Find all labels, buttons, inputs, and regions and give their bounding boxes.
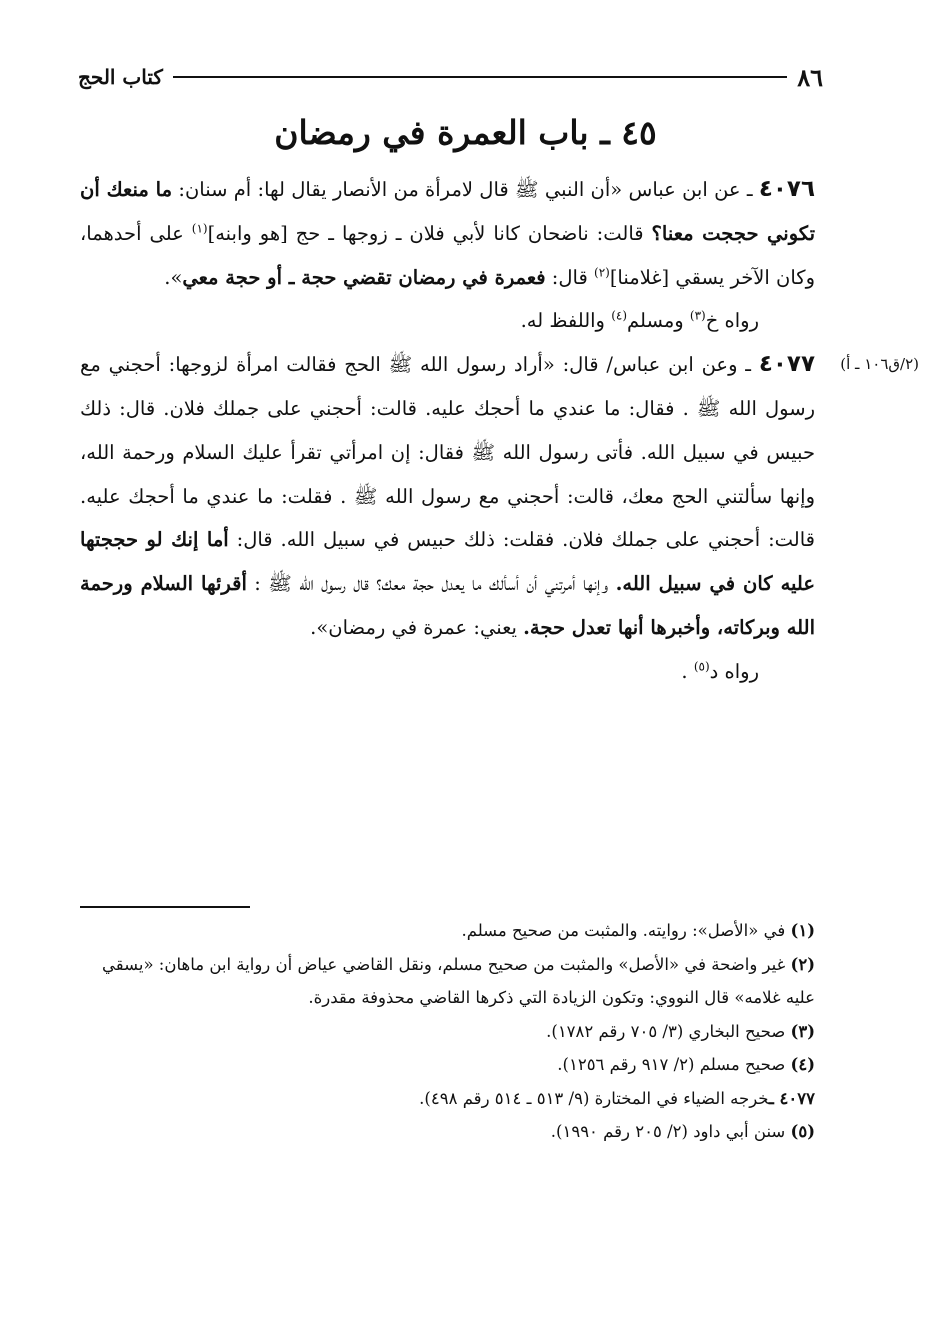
page-header (78, 62, 823, 92)
chapter-title: ٤٥ ـ باب العمرة في رمضان (274, 113, 657, 152)
hadith-text: قالت: ناضحان كانا لأبي فلان ـ زوجها ـ حج [هو وابنه] (207, 221, 652, 245)
hadith-number: ٤٠٧٦ (758, 176, 816, 202)
source-text: رواه د (709, 659, 759, 683)
footnotes-section (80, 906, 815, 1149)
footnote-item (80, 1048, 815, 1082)
source-text: واللفظ له. (520, 309, 612, 333)
footnote-text: غير واضحة في «الأصل» والمثبت من صحيح مسلم، ونقل القاضي عياض أن رواية ابن ماهان: «يسقي عليه غلامه» قال النووي: وتكون الزيادة التي ذكرها القاضي محذوفة مقدرة. (102, 954, 815, 1007)
page-number: ٨٦ (797, 62, 823, 92)
hadith-source (80, 299, 815, 343)
hadith-4076 (80, 168, 815, 299)
hadith-number: ٤٠٧٧ (758, 351, 815, 378)
footnote-text: في «الأصل»: روايته. والمثبت من صحيح مسلم. (461, 921, 791, 940)
footnote-mark: (٥) (790, 1122, 815, 1141)
footnote-ref[interactable]: (١) (191, 221, 208, 236)
hadith-bold-text: ما منعك أن تكوني حججت معنا؟ (80, 178, 815, 245)
hadith-text: على أحدهما، وكان الآخر يسقي [غلامنا] (80, 221, 815, 289)
footnote-ref[interactable]: (٣) (689, 308, 706, 323)
header-rule (173, 76, 787, 78)
footnote-mark: ٤٠٧٧ ـ (768, 1088, 815, 1108)
manuscript-margin-note: (٢/ق١٠٦ ـ أ) (840, 355, 919, 374)
footnote-ref[interactable]: (٤) (611, 308, 628, 323)
footnote-item (80, 914, 815, 948)
main-text (80, 168, 919, 694)
hadith-bold-text: أقرئها السلام ورحمة الله وبركاته، وأخبرها أنها تعدل حجة. (80, 572, 815, 639)
footnote-text: خرجه الضياء في المختارة (٩/ ٥١٣ ـ ٥١٤ رقم ٤٩٨). (419, 1088, 769, 1108)
hadith-text: ». (164, 265, 183, 289)
footnote-mark: (٣) (790, 1021, 815, 1041)
hadith-bold-text: أما إنك لو حججتها عليه كان في سبيل الله. (80, 528, 816, 596)
hadith-4077 (80, 343, 919, 650)
source-text: ومسلم (627, 309, 690, 333)
hadith-text: يعني: عمرة في رمضان». (310, 615, 524, 639)
hadith-bold-text: فعمرة في رمضان تقضي حجة ـ أو حجة معي (182, 265, 546, 289)
source-text: رواه خ (705, 309, 759, 333)
source-text: . (681, 659, 694, 683)
footnote-ref[interactable]: (٥) (693, 659, 710, 674)
footnote-item (80, 1015, 815, 1049)
hadith-source (80, 650, 815, 694)
book-title: كتاب الحج (78, 65, 163, 89)
hadith-text: ـ عن ابن عباس «أن النبي ﷺ قال لامرأة من الأنصار يقال لها: أم سنان: (172, 178, 759, 201)
footnote-divider-wrap (80, 906, 815, 914)
footnote-text: سنن أبي داود (٢/ ٢٠٥ رقم ١٩٩٠). (550, 1122, 791, 1141)
footnote-text: صحيح البخاري (٣/ ٧٠٥ رقم ١٧٨٢). (546, 1021, 791, 1041)
footnote-mark: (٢) (790, 954, 815, 974)
footnote-ref[interactable]: (٢) (594, 265, 610, 280)
footnote-mark: (٤) (790, 1055, 815, 1074)
footnote-item (80, 948, 815, 1015)
hadith-text: وإنها أمرتني أن أسألك ما يعدل حجة معك؟ قال رسول الله ﷺ : (246, 572, 616, 596)
hadith-text: قال: (545, 265, 594, 289)
footnote-text: صحيح مسلم (٢/ ٩١٧ رقم ١٢٥٦). (557, 1055, 791, 1074)
hadith-text: ـ وعن ابن عباس/ قال: «أراد رسول الله ﷺ الحج فقالت امرأة لزوجها: أحجني مع رسول الله ﷺ . فقال: ما عندي ما أحجك عليه. قالت: أحجني على جملك فلان. قال: ذلك حبيس في سبيل الله. فأتى رسول الله ﷺ فقال: إن امرأتي تقرأ عليك السلام ورحمة الله، وإنها سألتني الحج معك، قالت: أحجني مع رسول الله ﷺ . فقلت: ما عندي ما أحجك عليه. قالت: أحجني على جملك فلان. فقلت: ذلك حبيس في سبيل الله. قال: (80, 353, 816, 552)
footnote-mark: (١) (790, 921, 815, 940)
footnote-item (80, 1115, 815, 1149)
footnote-divider (80, 906, 250, 908)
footnote-item (80, 1082, 815, 1116)
